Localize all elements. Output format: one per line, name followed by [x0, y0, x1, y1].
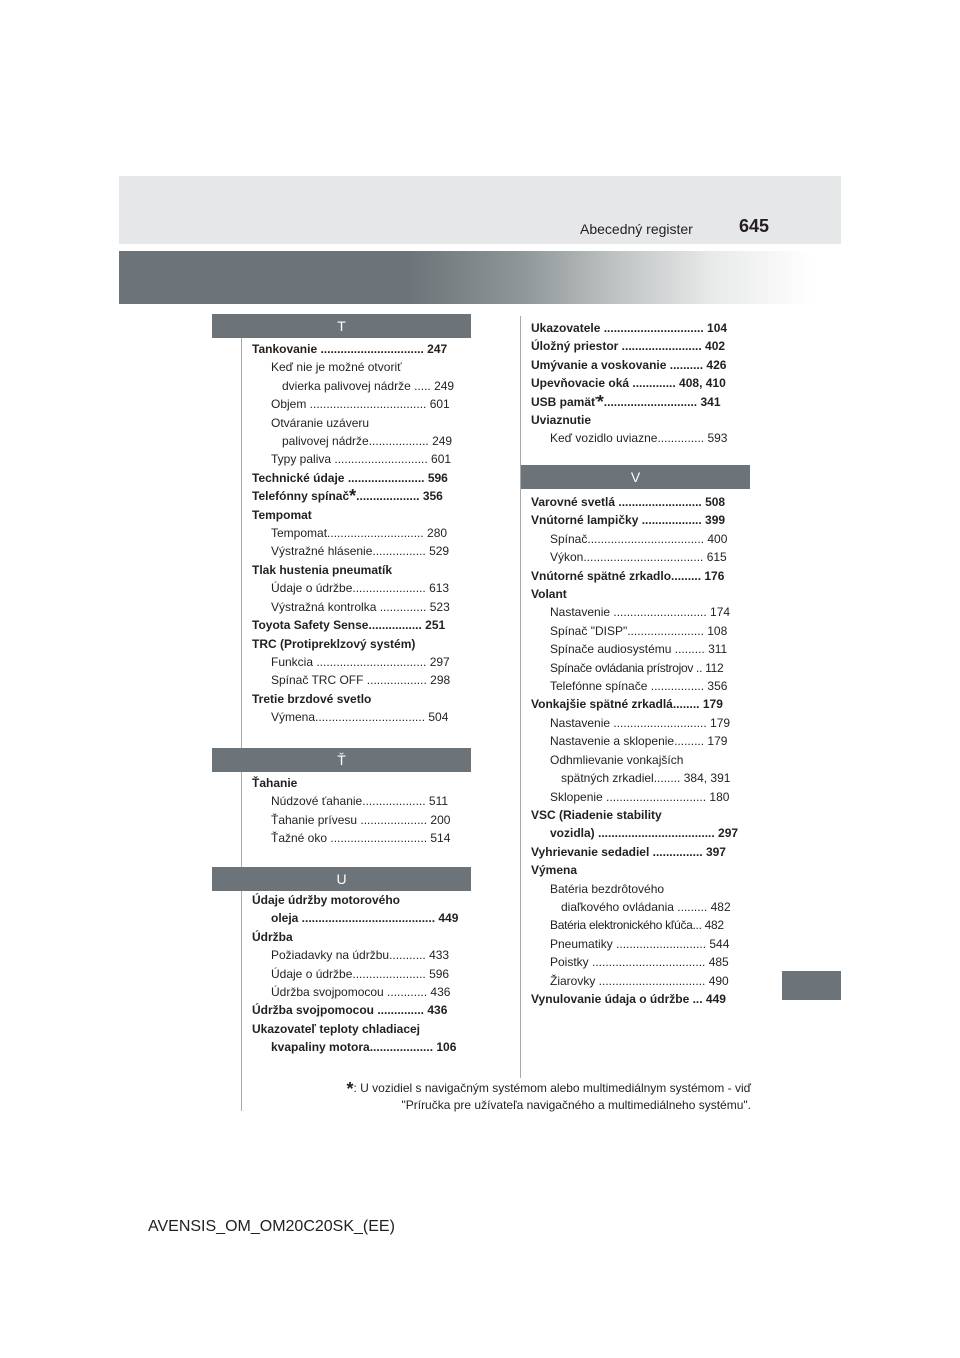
index-entry-text: Vyhrievanie sedadiel ............... 397 [531, 844, 726, 859]
index-entry [252, 690, 472, 708]
index-entry-text: Tlak hustenia pneumatík [252, 562, 393, 577]
section-header-t: T [212, 314, 471, 338]
index-entry-text: Batéria bezdrôtového [550, 881, 665, 896]
index-entry-text: spätných zrkadiel........ 384, 391 [561, 771, 731, 786]
index-section-t-caron [252, 774, 472, 848]
page-title: Abecedný register [580, 221, 693, 237]
index-entry-text: Nastavenie a sklopenie......... 179 [550, 734, 728, 749]
index-entry-text: VSC (Riadenie stability [531, 807, 662, 822]
index-entry-text: palivovej nádrže.................. 249 [282, 434, 453, 449]
index-section-u [252, 891, 472, 1057]
index-section-t [252, 340, 472, 727]
index-entry [531, 769, 751, 787]
index-entry [531, 374, 751, 392]
footnote-marker: * [349, 486, 357, 507]
index-entry-text: Údržba svojpomocou ............ 436 [271, 985, 451, 1000]
index-entry [531, 953, 751, 971]
index-entry [531, 972, 751, 990]
index-section-u-continued [531, 319, 751, 448]
index-entry-text: Výmena [531, 863, 578, 878]
index-entry-text: Tempomat [252, 507, 312, 522]
index-entry [252, 811, 472, 829]
index-entry [531, 319, 751, 337]
left-column-rule [241, 336, 242, 1111]
index-entry-text: Volant [531, 587, 567, 602]
index-entry [252, 432, 472, 450]
index-entry [531, 935, 751, 953]
index-entry [531, 714, 751, 732]
index-entry [252, 909, 472, 927]
index-entry-text: Ťažné oko ............................. 514 [271, 831, 451, 846]
index-entry-text: Údržba [252, 929, 293, 944]
index-entry-text: Vynulovanie údaja o údržbe ... 449 [531, 991, 726, 1006]
index-entry [252, 561, 472, 579]
footnote-marker: * [596, 391, 604, 412]
index-entry [252, 377, 472, 395]
index-entry-text: Údaje údržby motorového [252, 893, 401, 907]
index-entry-text: USB pamäť [531, 394, 597, 409]
index-entry-text: Pneumatiky ........................... 544 [550, 936, 730, 951]
index-entry-text: Výstražné hlásenie................ 529 [271, 544, 450, 559]
index-entry-text: vozidla) ................................... 297 [550, 826, 739, 841]
index-entry [252, 524, 472, 542]
index-entry-text: Údaje o údržbe...................... 596 [271, 966, 450, 981]
header-gradient-band [119, 251, 841, 304]
index-entry-text: Funkcia ................................. 297 [271, 654, 450, 669]
index-entry [252, 671, 472, 689]
index-entry [252, 395, 472, 413]
index-entry [531, 567, 751, 585]
index-entry [252, 1038, 472, 1056]
index-entry-text: TRC (Protipreklzový systém) [252, 636, 416, 651]
footnote [270, 1080, 751, 1113]
section-header-u: U [212, 867, 471, 891]
index-entry-text: Telefónny spínač [252, 489, 350, 504]
index-entry-text: Upevňovacie oká ............. 408, 410 [531, 376, 726, 391]
index-entry [252, 829, 472, 847]
index-entry [252, 469, 472, 487]
index-entry-text: Vnútorné lampičky .................. 399 [531, 513, 726, 528]
index-entry [252, 358, 472, 376]
index-entry [531, 843, 751, 861]
index-entry-text: Uviaznutie [531, 413, 592, 428]
index-entry [252, 792, 472, 810]
index-entry [252, 450, 472, 468]
index-entry [252, 506, 472, 524]
index-entry-text: Batéria elektronického kľúča... 482 [550, 918, 724, 933]
section-header-v: V [521, 465, 750, 489]
index-entry [531, 393, 751, 411]
index-entry [531, 493, 751, 511]
section-header-t-caron: Ť [212, 748, 471, 772]
index-entry [252, 340, 472, 358]
footnote-line1: : U vozidiel s navigačným systémom alebo multimediálnym systémom - viď [353, 1081, 751, 1095]
index-entry-text: Údržba svojpomocou .............. 436 [252, 1003, 448, 1018]
index-entry [252, 1020, 472, 1038]
index-entry [252, 598, 472, 616]
index-entry-text: Požiadavky na údržbu........... 433 [271, 948, 450, 963]
index-entry [252, 965, 472, 983]
index-entry [531, 806, 751, 824]
index-entry [252, 928, 472, 946]
footnote-line2: "Príručka pre užívateľa navigačného a multimediálneho systému". [401, 1098, 751, 1112]
index-entry-text: Úložný priestor ........................ 402 [531, 339, 726, 354]
index-entry-text: Spínač................................... 400 [550, 531, 728, 546]
index-entry-text: Vonkajšie spätné zrkadlá........ 179 [531, 697, 723, 712]
index-entry [531, 429, 751, 447]
index-entry-text: Toyota Safety Sense................ 251 [252, 618, 446, 633]
index-entry-text: Umývanie a voskovanie .......... 426 [531, 357, 727, 372]
index-entry [531, 511, 751, 529]
index-entry [252, 1001, 472, 1019]
index-entry-text: Keď vozidlo uviazne.............. 593 [550, 431, 728, 446]
index-entry-text: dvierka palivovej nádrže ..... 249 [282, 378, 455, 393]
index-entry-page: ................... 356 [356, 489, 443, 504]
index-entry-text: Žiarovky ................................ 490 [550, 973, 729, 988]
index-entry [531, 585, 751, 603]
index-entry [531, 751, 751, 769]
index-entry [252, 983, 472, 1001]
index-entry [252, 616, 472, 634]
index-entry-text: kvapaliny motora................... 106 [271, 1040, 457, 1055]
index-entry [252, 891, 472, 909]
index-entry-text: Tempomat............................. 280 [271, 526, 448, 541]
index-entry [531, 548, 751, 566]
index-entry [531, 695, 751, 713]
index-entry [531, 356, 751, 374]
index-entry-text: Údaje o údržbe...................... 613 [271, 581, 450, 596]
index-entry-text: Poistky .................................. 485 [550, 955, 729, 970]
index-entry-text: Sklopenie .............................. 180 [550, 789, 730, 804]
index-entry-text: Spínače audiosystému ......... 311 [550, 642, 728, 657]
index-entry [252, 774, 472, 792]
index-entry [252, 542, 472, 560]
index-entry-text: Spínače ovládania prístrojov .. 112 [550, 660, 724, 675]
index-entry-text: Tankovanie ............................... 247 [252, 342, 448, 356]
index-entry-text: Technické údaje ....................... 596 [252, 470, 448, 485]
index-entry [252, 579, 472, 597]
index-entry-text: Varovné svetlá ......................... 508 [531, 495, 726, 509]
index-entry [531, 861, 751, 879]
index-entry [531, 411, 751, 429]
page-number: 645 [739, 216, 770, 236]
index-entry [531, 337, 751, 355]
index-entry [531, 990, 751, 1008]
index-entry-text: Ukazovatele .............................. 104 [531, 321, 728, 335]
index-entry [531, 603, 751, 621]
index-entry-text: Ťahanie [252, 776, 298, 790]
index-entry-text: Spínač "DISP"....................... 108 [550, 623, 728, 638]
index-entry [531, 788, 751, 806]
index-entry [252, 946, 472, 964]
section-thumb-tab [782, 971, 841, 1000]
document-code: AVENSIS_OM_OM20C20SK_(EE) [148, 1218, 395, 1235]
index-entry-text: Núdzové ťahanie................... 511 [271, 794, 449, 809]
index-entry-text: Ukazovateľ teploty chladiacej [252, 1021, 421, 1036]
index-entry [531, 732, 751, 750]
index-entry-text: Ťahanie prívesu .................... 200 [271, 812, 451, 827]
index-entry [531, 622, 751, 640]
index-entry [531, 640, 751, 658]
index-entry-text: Objem ................................... 601 [271, 397, 450, 412]
index-section-v [531, 493, 751, 1008]
index-entry-text: Vnútorné spätné zrkadlo......... 176 [531, 568, 725, 583]
right-column-rule [520, 316, 521, 1078]
index-entry-text: Typy paliva ............................ 601 [271, 452, 452, 467]
index-entry-text: Odhmlievanie vonkajších [550, 752, 684, 767]
index-entry-text: Výstražná kontrolka .............. 523 [271, 599, 450, 614]
index-entry [252, 653, 472, 671]
header-background [119, 176, 841, 244]
footnote-star: * [346, 1079, 354, 1099]
index-entry-text: Tretie brzdové svetlo [252, 691, 372, 706]
index-entry-text: Otváranie uzáveru [271, 415, 370, 430]
index-entry-text: Telefónne spínače ................ 356 [550, 679, 728, 694]
index-entry-text: oleja ........................................ 449 [271, 911, 459, 926]
index-entry [252, 414, 472, 432]
index-entry-page: ............................ 341 [603, 394, 721, 409]
index-entry [531, 530, 751, 548]
index-entry [252, 708, 472, 726]
index-entry-text: Spínač TRC OFF .................. 298 [271, 673, 451, 688]
index-entry [531, 898, 751, 916]
index-entry [252, 487, 472, 505]
index-entry-text: Výkon.................................... 615 [550, 550, 727, 565]
index-entry [531, 916, 751, 934]
index-entry-text: Keď nie je možné otvoriť [271, 360, 402, 375]
index-entry [531, 880, 751, 898]
index-entry [531, 659, 751, 677]
index-entry-text: diaľkového ovládania ......... 482 [561, 899, 731, 914]
index-entry-text: Výmena................................. 504 [271, 710, 449, 725]
index-entry-text: Nastavenie ............................ 179 [550, 715, 731, 730]
index-entry-text: Nastavenie ............................ 174 [550, 605, 731, 620]
index-entry [531, 677, 751, 695]
index-entry [531, 824, 751, 842]
index-entry [252, 635, 472, 653]
